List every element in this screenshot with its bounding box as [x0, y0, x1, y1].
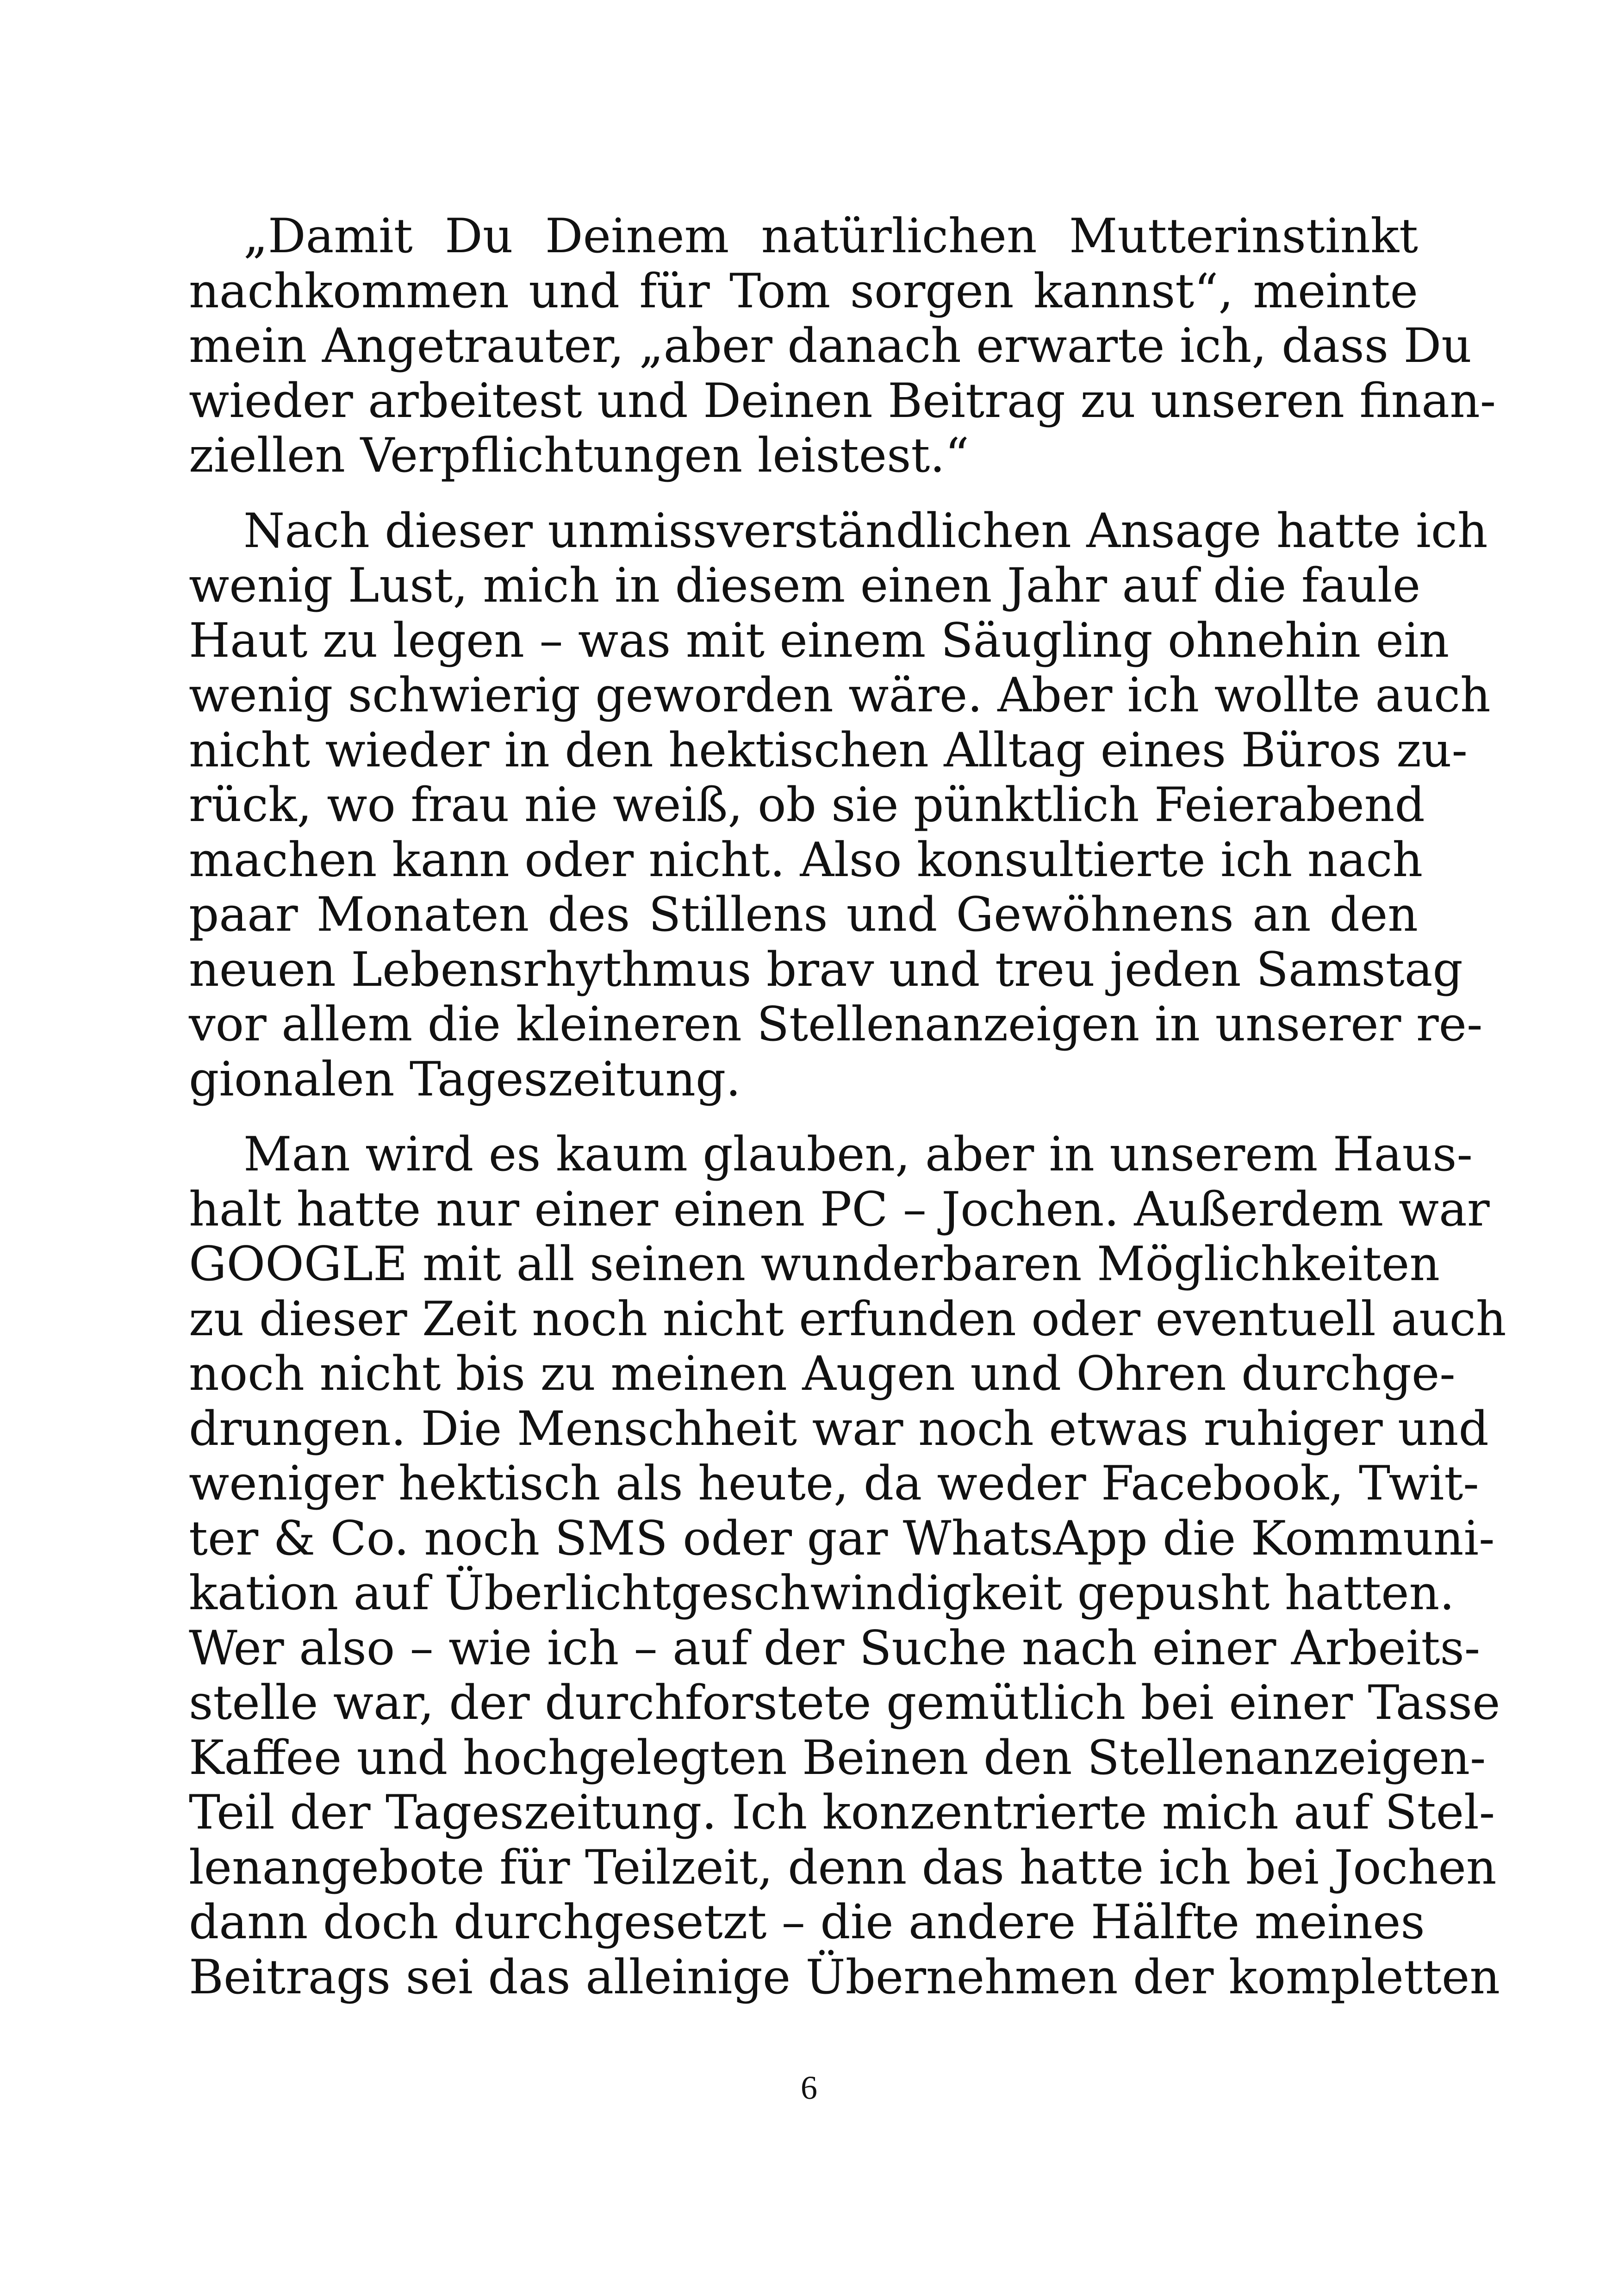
text-line: Man wird es kaum glauben, aber in unserem Haus- — [243, 1127, 1473, 1182]
text-line: Teil der Tageszeitung. Ich konzentrierte mich auf Stel- — [189, 1785, 1495, 1840]
paragraph-2 — [189, 503, 1491, 1108]
text-line: lenangebote für Teilzeit, denn das hatte ich bei Jochen — [189, 1840, 1497, 1895]
page-number: 6 — [801, 2069, 817, 2106]
book-page-text — [189, 209, 1506, 2005]
paragraph-1 — [189, 209, 1496, 484]
text-line: noch nicht bis zu meinen Augen und Ohren durchge- — [189, 1346, 1456, 1401]
text-line: halt hatte nur einer einen PC – Jochen. Außerdem war — [189, 1182, 1490, 1237]
text-line: nachkommen und für Tom sorgen kannst“, meinte — [189, 263, 1418, 319]
text-line: wieder arbeitest und Deinen Beitrag zu unseren finan- — [189, 373, 1496, 429]
paragraph-3 — [189, 1127, 1506, 2005]
text-line: drungen. Die Menschheit war noch etwas ruhiger und — [189, 1401, 1489, 1456]
text-line: Kaffee und hochgelegten Beinen den Stellenanzeigen- — [189, 1730, 1486, 1786]
text-line: Haut zu legen – was mit einem Säugling ohnehin ein — [189, 613, 1450, 668]
text-line: gionalen Tageszeitung. — [189, 1052, 741, 1107]
text-line: machen kann oder nicht. Also konsultierte ich nach — [189, 832, 1423, 888]
text-line: dann doch durchgesetzt – die andere Hälfte meines — [189, 1895, 1425, 1950]
text-line: neuen Lebensrhythmus brav und treu jeden Samstag — [189, 942, 1463, 997]
text-line: ziellen Verpflichtungen leistest.“ — [189, 428, 969, 483]
text-line: paar Monaten des Stillens und Gewöhnens an den — [189, 887, 1418, 942]
text-line: Wer also – wie ich – auf der Suche nach einer Arbeits- — [189, 1620, 1481, 1676]
text-line: kation auf Überlichtgeschwindigkeit gepusht hatten. — [189, 1566, 1455, 1621]
text-line: rück, wo frau nie weiß, ob sie pünktlich Feierabend — [189, 778, 1425, 833]
text-line: „Damit Du Deinem natürlichen Mutterinstinkt — [243, 209, 1418, 264]
text-line: nicht wieder in den hektischen Alltag eines Büros zu- — [189, 722, 1468, 778]
text-line: weniger hektisch als heute, da weder Facebook, Twit- — [189, 1456, 1479, 1511]
text-line: ter & Co. noch SMS oder gar WhatsApp die Kommuni- — [189, 1511, 1495, 1566]
text-line: Beitrags sei das alleinige Übernehmen der kompletten — [189, 1949, 1500, 2005]
text-line: GOOGLE mit all seinen wunderbaren Möglichkeiten — [189, 1237, 1440, 1292]
text-line: mein Angetrauter, „aber danach erwarte ich, dass Du — [189, 318, 1472, 373]
text-line: zu dieser Zeit noch nicht erfunden oder eventuell auch — [189, 1291, 1506, 1347]
text-line: wenig schwierig geworden wäre. Aber ich wollte auch — [189, 668, 1491, 723]
text-line: Nach dieser unmissverständlichen Ansage hatte ich — [243, 503, 1488, 559]
text-line: vor allem die kleineren Stellenanzeigen in unserer re- — [189, 997, 1483, 1052]
text-line: wenig Lust, mich in diesem einen Jahr auf die faule — [189, 558, 1421, 613]
text-line: stelle war, der durchforstete gemütlich bei einer Tasse — [189, 1675, 1500, 1730]
